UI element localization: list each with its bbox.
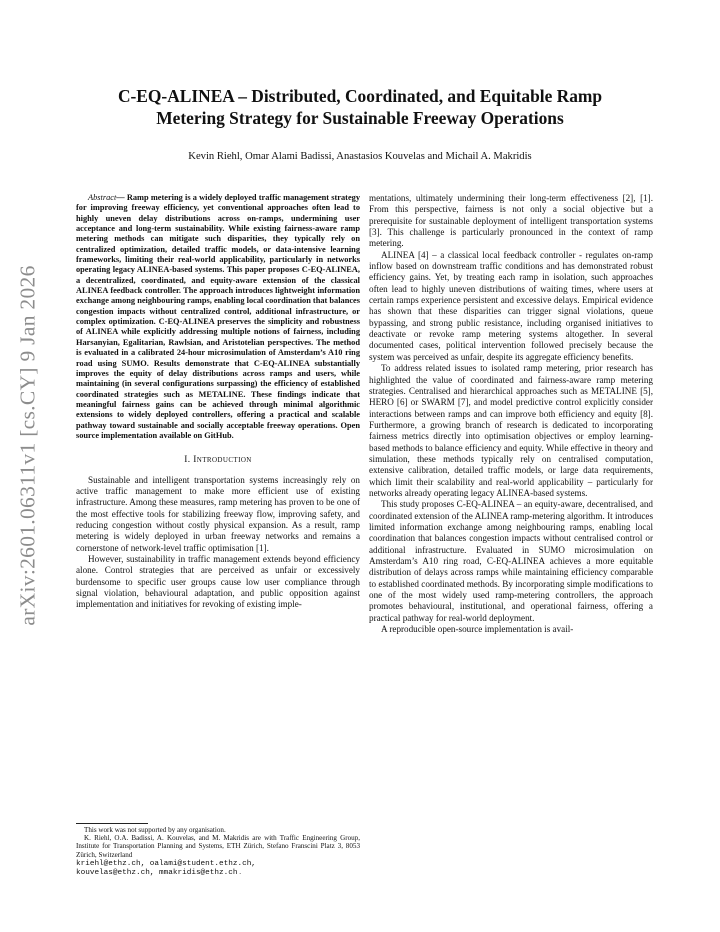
intro-paragraph: A reproducible open-source implementation is avail- <box>381 624 574 635</box>
author-emails-line-2: kouvelas@ethz.ch, mmakridis@ethz.ch <box>76 869 238 878</box>
footnotes <box>76 826 360 877</box>
intro-paragraph: mentations, ultimately undermining their long-term effectiveness [2], [1]. From this perspective, fairness is not only a social objective but a prerequisite for sustainable deployment of intelligent transportation systems [3]. This challenge is particularly pronounced in the context of ramp metering. <box>369 193 653 249</box>
footnote-support: This work was not supported by any organisation. <box>84 826 226 834</box>
arxiv-identifier-stamp <box>10 195 46 695</box>
right-column <box>369 193 653 635</box>
section-heading-introduction: I. Introduction <box>184 455 252 466</box>
intro-paragraph: To address related issues to isolated ramp metering, prior research has highlighted the value of coordinated and fairness-aware ramp metering strategies. Centralised and hierarchical approaches such as METALINE [5], HERO [6] or SWARM [7], and model predictive control explicitly consider interactions between ramps and can improve both efficiency and equity [8]. Furthermore, a growing branch of research is dedicated to incorporating fairness metrics directly into optimisation objectives or employ learning-based methods to balance efficiency and equity. While effective in theory and simulation, these methods typically rely on centralised computation, extensive calibration, detailed traffic models, or large data requirements, which limit their scalability and real-world applicability – particularly for networks already operating legacy ALINEA-based systems. <box>369 363 653 498</box>
author-emails-end: . <box>237 868 242 877</box>
abstract-body: — Ramp metering is a widely deployed traffic management strategy for improving freeway efficiency, yet conventional approaches often lead to highly uneven delay distributions across on-ramps, undermining user acceptance and long-term sustainability. While existing fairness-aware ramp metering methods can mitigate such disparities, they typically rely on centralized optimization, detailed traffic models, or data-intensive learning frameworks, limiting their real-world applicability, particularly in networks operating legacy ALINEA-based systems. This paper proposes C-EQ-ALINEA, a decentralized, coordinated, and equity-aware extension of the classical ALINEA feedback controller. The approach introduces lightweight information exchange among neighbouring ramps, enabling local coordination that balances congestion impacts without centralized control, additional infrastructure, or complex optimization. C-EQ-ALINEA preserves the simplicity and robustness of ALINEA while explicitly addressing multiple notions of fairness, including Harsanyian, Egalitarian, Rawlsian, and Aristotelian perspectives. The method is evaluated in a calibrated 24-hour microsimulation of Amsterdam’s A10 ring road using SUMO. Results demonstrate that C-EQ-ALINEA substantially improves the equity of delay distributions across ramps and users, while maintaining (in several configurations surpassing) the efficiency of established coordinated strategies such as METALINE. These findings indicate that meaningful fairness gains can be achieved through minimal algorithmic extensions to widely deployed controllers, offering a practical and scalable pathway toward sustainable and socially acceptable freeway operations. Open source implementation available on GitHub. <box>76 193 360 440</box>
abstract-label: Abstract <box>88 193 117 202</box>
intro-paragraph: This study proposes C-EQ-ALINEA – an equity-aware, decentralised, and coordinated extension of the ALINEA ramp-metering algorithm. It introduces limited information exchange among neighbouring ramps, enabling local coordination that balances congestion impacts without centralised control or additional infrastructure. Evaluated in SUMO microsimulation on Amsterdam’s A10 ring road, C-EQ-ALINEA achieves a more equitable distribution of delays across ramps while maintaining efficiency comparable to established coordinated methods. By incorporating simple modifications to one of the most widely used ramp-metering controllers, the approach promotes behavioural, institutional, and operational fairness, offering a practical pathway for real-world deployment. <box>369 499 653 623</box>
footnote-affiliation <box>76 834 360 877</box>
intro-paragraph: ALINEA [4] – a classical local feedback controller - regulates on-ramp inflow based on downstream traffic conditions and has demonstrated robust efficiency gains. Yet, by treating each ramp in isolation, such approaches often lead to highly uneven distributions of waiting times, where users at certain ramps experience persistent and excessive delays. Empirical evidence has shown that these disparities can trigger signal violations, queue bypassing, and strong public resistance, including organised initiatives to deactivate or revoke ramp metering systems altogether. In several documented cases, political intervention followed precisely because the system was perceived as unfair, despite its aggregate efficiency benefits. <box>369 249 653 362</box>
paper-title <box>70 85 650 129</box>
arxiv-identifier-text: arXiv:2601.06311v1 [cs.CY] 9 Jan 2026 <box>15 264 40 626</box>
footnote-divider <box>76 823 148 824</box>
paper-title-line-2: Metering Strategy for Sustainable Freeway Operations <box>156 108 564 128</box>
intro-paragraph: Sustainable and intelligent transportation systems increasingly rely on active traffic management to make more efficient use of existing infrastructure. Among these measures, ramp metering has proven to be one of the most effective tools for stabilizing freeway flow, improving safety, and reducing congestion without costly physical expansion. As a result, ramp metering is widely deployed in urban freeway networks and remains a cornerstone of network-level traffic optimisation [1]. <box>76 474 360 553</box>
author-emails-line-1: kriehl@ethz.ch, oalami@student.ethz.ch, <box>76 859 256 868</box>
abstract <box>76 193 360 441</box>
intro-paragraph: However, sustainability in traffic management extends beyond efficiency alone. Control strategies that are perceived as unfair or excessively burdensome to specific user groups cause low user compliance through signal violation, behavioural adaptation, and public opposition against implementation and initiatives for revoking of existing imple- <box>76 554 360 610</box>
author-list: Kevin Riehl, Omar Alami Badissi, Anastasios Kouvelas and Michail A. Makridis <box>188 151 532 162</box>
left-column <box>76 193 360 611</box>
paper-title-line-1: C-EQ-ALINEA – Distributed, Coordinated, and Equitable Ramp <box>117 86 603 106</box>
footnote-affiliation-text: K. Riehl, O.A. Badissi, A. Kouvelas, and M. Makridis are with Traffic Engineering Group, Institute for Transportation Planning and Systems, ETH Zürich, Stefano Franscini Platz 3, 8053 Zürich, Switzerland <box>76 834 360 859</box>
